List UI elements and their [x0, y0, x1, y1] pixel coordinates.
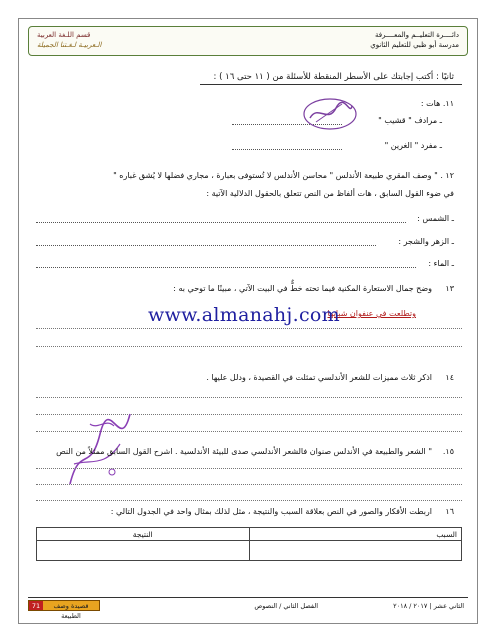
- q15-line-1[interactable]: [36, 468, 462, 469]
- header-slogan: الـعربيـة لـغـتنا الجميلة: [37, 41, 102, 49]
- q12-field-flowers: ـ الزهر والشجر :: [398, 237, 454, 246]
- table-header-result: النتيجة: [37, 528, 250, 541]
- q12-flowers-answer-line[interactable]: [36, 245, 376, 246]
- header-subject: [37, 30, 101, 50]
- q13-line-2[interactable]: [36, 346, 462, 347]
- q13-line-1[interactable]: [36, 328, 462, 329]
- q15-text: " الشعر والطبيعة في الأندلس صنوان فالشعر الأندلسي صدى للبيئة الأندلسية . اشرح القول السابق ممثلاً من النص: [56, 447, 432, 456]
- table-cell-cause[interactable]: [249, 541, 462, 561]
- q15-number: ١٥.: [442, 447, 454, 456]
- table-header-cause: السبب: [249, 528, 462, 541]
- header-ministry: [370, 30, 459, 50]
- footer-chapter: الفصل الثاني / النصوص: [254, 602, 318, 610]
- q12-sun-answer-line[interactable]: [36, 222, 406, 223]
- q11-b-answer-line[interactable]: [232, 149, 342, 150]
- q11-a: ـ مرادف " قشيب ": [378, 116, 442, 125]
- q14-line-1[interactable]: [36, 397, 462, 398]
- q13-text: وضح جمال الاستعارة المكنية فيما تحته خطٌّ في البيت الآتي ، مبينًا ما توحي به :: [173, 284, 432, 293]
- q15-line-2[interactable]: [36, 484, 462, 485]
- footer-page-number: 71: [29, 601, 43, 610]
- school-header: [28, 26, 468, 56]
- q14-text: اذكر ثلاث مميزات للشعر الأندلسي تمثلت في القصيدة ، ودلل عليها .: [206, 373, 432, 382]
- cause-result-table: [36, 527, 462, 561]
- footer-grade: الثاني عشر | ٢٠١٧ / ٢٠١٨: [393, 602, 464, 610]
- q12-field-sun: ـ الشمس :: [417, 214, 454, 223]
- q13-verse: وتطلعت في عنفوان شبابها: [327, 309, 416, 318]
- q14-number: ١٤: [445, 373, 454, 382]
- q12-quote: ١٢ . " وصف المقري طبيعة الأندلس " محاسن الأندلس لا تُستوفى بعبارة ، مجاري فضلها لا يُشق غباره ": [113, 171, 454, 180]
- page-footer: [28, 597, 468, 620]
- section-heading: ثانيًا : أكتب إجابتك على الأسطر المنقطة للأسئلة من ( ١١ حتى ١٦ ) :: [213, 72, 454, 82]
- teacher-stamp-icon: [302, 96, 358, 132]
- q12-water-answer-line[interactable]: [36, 267, 416, 268]
- q15-line-3[interactable]: [36, 500, 462, 501]
- q11-label: ١١. هات :: [420, 99, 454, 108]
- q11-b: ـ مفرد " الغرين ": [384, 141, 442, 150]
- table-cell-result[interactable]: [37, 541, 250, 561]
- q16-text: اربطت الأفكار والصور في النص بعلاقة السبب والنتيجة ، مثل لذلك بمثال واحد في الجدول التالي :: [110, 507, 432, 516]
- heading-underline: [200, 84, 462, 85]
- site-watermark: www.almanahj.com: [148, 304, 340, 326]
- header-school: مدرسة أبو ظبي للتعليم الثانوي: [370, 41, 459, 49]
- q16-number: ١٦: [445, 507, 454, 516]
- footer-lesson: قصيدة وصف الطبيعة: [53, 602, 89, 620]
- header-arabic-dept: قسم اللـغة العربية: [37, 31, 91, 39]
- q12-field-water: ـ الماء :: [428, 259, 454, 268]
- header-department: دائــــرة التعليــم والمعــــرفة: [375, 31, 459, 39]
- footer-lesson-badge: [28, 600, 100, 620]
- q13-number: ١٣: [445, 284, 454, 293]
- q12-instruction: في ضوء القول السابق ، هات ألفاظ من النص تتعلق بالحقول الدلالية الآتية :: [206, 189, 454, 198]
